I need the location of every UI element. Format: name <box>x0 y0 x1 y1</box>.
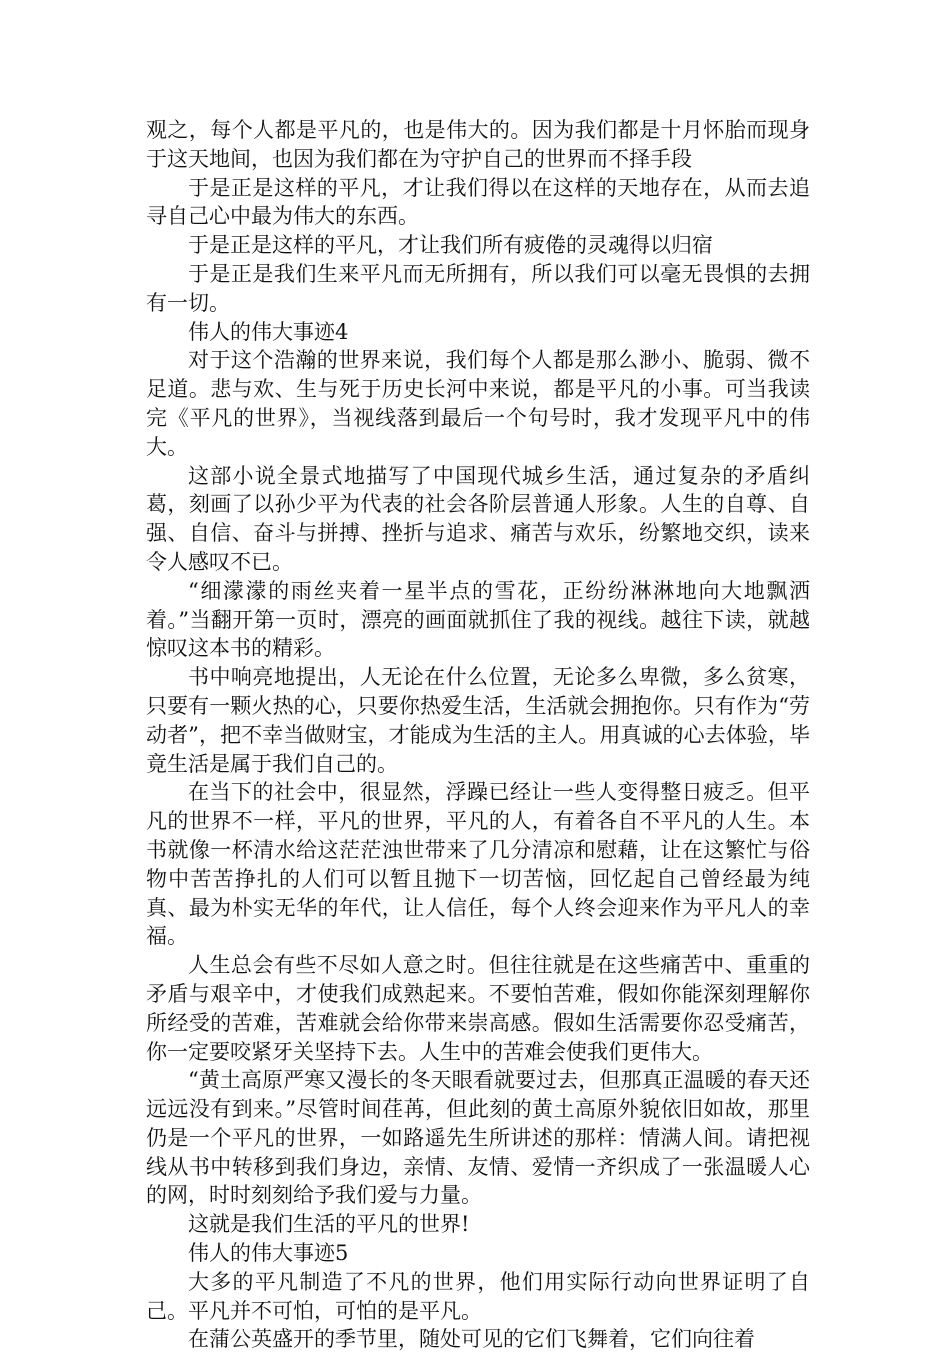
paragraph-4: 于是正是我们生来平凡而无所拥有，所以我们可以毫无畏惧的去拥有一切。 <box>146 261 810 315</box>
section-heading-5: 伟人的伟大事迹5 <box>188 1241 349 1266</box>
paragraph-2: 于是正是这样的平凡，才让我们得以在这样的天地存在，从而去追寻自己心中最为伟大的东西。 <box>146 175 810 229</box>
paragraph-1: 观之，每个人都是平凡的，也是伟大的。因为我们都是十月怀胎而现身于这天地间，也因为我们都在为守护自己的世界而不择手段 <box>146 118 810 171</box>
paragraph-3: 于是正是这样的平凡，才让我们所有疲倦的灵魂得以归宿 <box>188 233 713 258</box>
section-heading-4: 伟人的伟大事迹4 <box>188 319 349 344</box>
paragraph-14: 在蒲公英盛开的季节里，随处可见的它们飞舞着，它们向往着 <box>188 1327 755 1352</box>
paragraph-9: 在当下的社会中，很显然，浮躁已经让一些人变得整日疲乏。但平凡的世界不一样，平凡的世界，平凡的人，有着各自不平凡的人生。本书就像一杯清水给这茫茫浊世带来了几分清凉和慰藉，让在这繁忙与俗物中苦苦挣扎的人们可以暂且抛下一切苦恼，回忆起自己曾经最为纯真、最为朴实无华的年代，让人信任，每个人终会迎来作为平凡人的幸福。 <box>146 780 810 949</box>
paragraph-12: 这就是我们生活的平凡的世界! <box>188 1212 470 1237</box>
paragraph-10: 人生总会有些不尽如人意之时。但往往就是在这些痛苦中、重重的矛盾与艰辛中，才使我们成熟起来。不要怕苦难，假如你能深刻理解你所经受的苦难，苦难就会给你带来崇高感。假如生活需要你忍受痛苦，你一定要咬紧牙关坚持下去。人生中的苦难会使我们更伟大。 <box>146 953 810 1064</box>
paragraph-11: “黄土高原严寒又漫长的冬天眼看就要过去，但那真正温暖的春天还远远没有到来。”尽管时间荏苒，但此刻的黄土高原外貌依旧如故，那里仍是一个平凡的世界，一如路遥先生所讲述的那样：情满人间。请把视线从书中转移到我们身边，亲情、友情、爱情一齐织成了一张温暖人心的网，时时刻刻给予我们爱与力量。 <box>146 1068 810 1208</box>
paragraph-6: 这部小说全景式地描写了中国现代城乡生活，通过复杂的矛盾纠葛，刻画了以孙少平为代表的社会各阶层普通人形象。人生的自尊、自强、自信、奋斗与拼搏、挫折与追求、痛苦与欢乐，纷繁地交织，读来令人感叹不已。 <box>146 463 810 574</box>
paragraph-8: 书中响亮地提出，人无论在什么位置，无论多么卑微，多么贫寒，只要有一颗火热的心，只要你热爱生活，生活就会拥抱你。只有作为“劳动者”，把不幸当做财宝，才能成为生活的主人。用真诚的心去体验，毕竟生活是属于我们自己的。 <box>146 665 810 776</box>
paragraph-7: “细濛濛的雨丝夹着一星半点的雪花，正纷纷淋淋地向大地飘洒着。”当翻开第一页时，漂亮的画面就抓住了我的视线。越往下读，就越惊叹这本书的精彩。 <box>146 578 810 661</box>
paragraph-5: 对于这个浩瀚的世界来说，我们每个人都是那么渺小、脆弱、微不足道。悲与欢、生与死于历史长河中来说，都是平凡的小事。可当我读完《平凡的世界》，当视线落到最后一个句号时，我才发现平凡中的伟大。 <box>146 348 810 459</box>
paragraph-13: 大多的平凡制造了不凡的世界，他们用实际行动向世界证明了自己。平凡并不可怕，可怕的是平凡。 <box>146 1269 810 1323</box>
document-page <box>146 116 810 1354</box>
